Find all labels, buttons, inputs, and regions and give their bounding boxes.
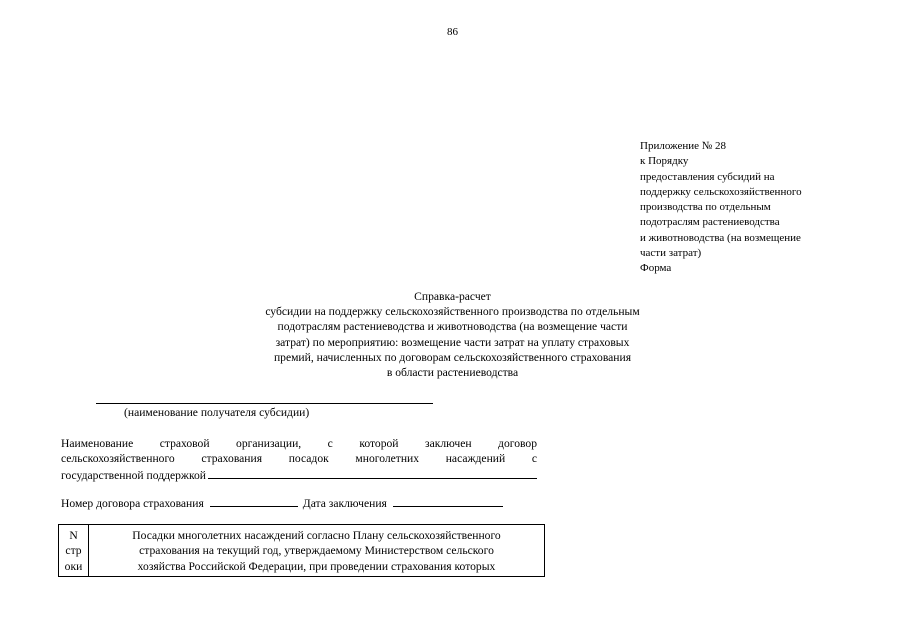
insurer-line: Наименование страховой организации, с которой заключен договор <box>61 437 537 450</box>
appendix-line: предоставления субсидий на <box>640 170 775 183</box>
recipient-caption: (наименование получателя субсидии) <box>124 406 310 419</box>
table-header-row-number: N стр оки <box>59 525 89 577</box>
title-line: подотраслям растениеводства и животноводства (на возмещение части <box>277 320 628 334</box>
insurer-block <box>61 436 537 483</box>
appendix-line: производства по отдельным <box>640 201 771 214</box>
title-line: субсидии на поддержку сельскохозяйственного производства по отдельным <box>265 305 640 319</box>
contract-date-field[interactable] <box>393 495 503 507</box>
title-heading: Справка-расчет <box>414 290 491 303</box>
contract-row <box>61 495 503 510</box>
appendix-line: Приложение № 28 <box>640 140 727 152</box>
appendix-line: и животноводства (на возмещение <box>640 231 801 244</box>
insurer-line: государственной поддержкой <box>61 468 206 482</box>
contract-number-label: Номер договора страхования <box>61 497 204 510</box>
appendix-line: подотраслям растениеводства <box>640 216 780 229</box>
page-number: 86 <box>447 26 458 38</box>
appendix-form-label: Форма <box>640 262 672 275</box>
appendix-header <box>640 139 870 277</box>
contract-date-label: Дата заключения <box>302 497 387 510</box>
appendix-line: к Порядку <box>640 155 689 168</box>
subsidy-table <box>58 524 545 577</box>
appendix-line: части затрат) <box>640 247 702 260</box>
insurer-line: сельскохозяйственного страхования посадок многолетних насаждений с <box>61 452 537 466</box>
title-line: затрат) по мероприятию: возмещение части затрат на уплату страховых <box>275 335 630 349</box>
appendix-line: поддержку сельскохозяйственного <box>640 185 802 198</box>
title-line: премий, начисленных по договорам сельскохозяйственного страхования <box>273 350 632 364</box>
contract-number-field[interactable] <box>210 495 298 507</box>
title-line: в области растениеводства <box>386 366 519 380</box>
table-header-row <box>59 525 545 577</box>
table-header-plantings: Посадки многолетних насаждений согласно Плану сельскохозяйственного страхования на текущий год, утверждаемому Министерством сельского хозяйства Российской Федерации, при проведении страхования которых <box>89 525 545 577</box>
insurer-last-line <box>61 467 537 483</box>
recipient-name-field[interactable] <box>96 403 433 404</box>
document-title <box>150 289 755 380</box>
insurer-name-field[interactable] <box>208 467 537 479</box>
